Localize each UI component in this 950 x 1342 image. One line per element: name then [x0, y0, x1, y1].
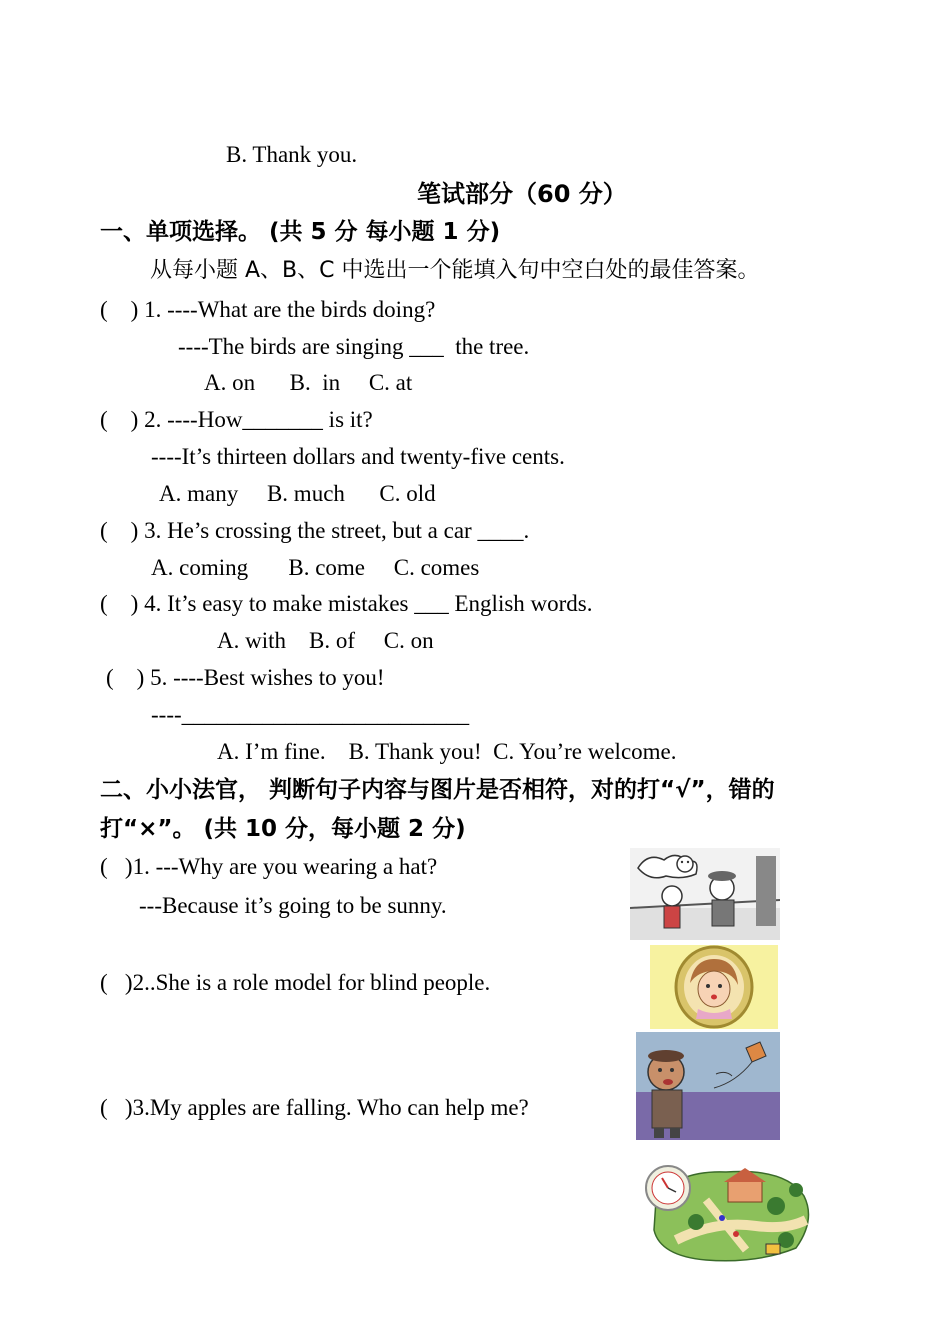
question-3-stem: ( ) 3. He’s crossing the street, but a car ____. — [100, 518, 530, 543]
picture-kids-with-hats — [630, 848, 780, 940]
question-1-stem: ( ) 1. ----What are the birds doing? — [100, 297, 436, 322]
judge-item-2-line1: ( )2..She is a role model for blind people. — [100, 970, 491, 995]
section1-heading: 一、单项选择。 (共 5 分 每小题 1 分) — [100, 219, 501, 245]
question-2-options: A. many B. much C. old — [159, 481, 436, 506]
question-5-answer-line: ----_________________________ — [151, 702, 470, 727]
question-5-stem: ( ) 5. ----Best wishes to you! — [106, 665, 385, 690]
question-5-options: A. I’m fine. B. Thank you! C. You’re welcome. — [217, 739, 677, 764]
section1-instruction: 从每小题 A、B、C 中选出一个能填入句中空白处的最佳答案。 — [150, 258, 760, 283]
question-4-stem: ( ) 4. It’s easy to make mistakes ___ English words. — [100, 591, 593, 616]
judge-item-1-line1: ( )1. ---Why are you wearing a hat? — [100, 854, 438, 879]
section2-heading-line2: 打“×”。 (共 10 分，每小题 2 分) — [100, 816, 466, 842]
picture-park-scene — [636, 1160, 816, 1266]
section2-heading-line1: 二、小小法官， 判断句子内容与图片是否相符，对的打“√”，错的 — [100, 777, 775, 803]
option-b-thank-you: B. Thank you. — [226, 142, 358, 167]
picture-girl-portrait — [650, 945, 778, 1029]
question-2-answer-line: ----It’s thirteen dollars and twenty-five cents. — [151, 444, 565, 469]
picture-kite-boy — [636, 1032, 780, 1140]
judge-item-3-line1: ( )3.My apples are falling. Who can help me? — [100, 1095, 529, 1120]
written-section-title: 笔试部分（60 分） — [417, 180, 627, 208]
question-1-options: A. on B. in C. at — [204, 370, 413, 395]
question-3-options: A. coming B. come C. comes — [151, 555, 480, 580]
question-4-options: A. with B. of C. on — [217, 628, 434, 653]
question-1-answer-line: ----The birds are singing ___ the tree. — [178, 334, 530, 359]
judge-item-1-line2: ---Because it’s going to be sunny. — [139, 893, 447, 918]
question-2-stem: ( ) 2. ----How_______ is it? — [100, 407, 373, 432]
